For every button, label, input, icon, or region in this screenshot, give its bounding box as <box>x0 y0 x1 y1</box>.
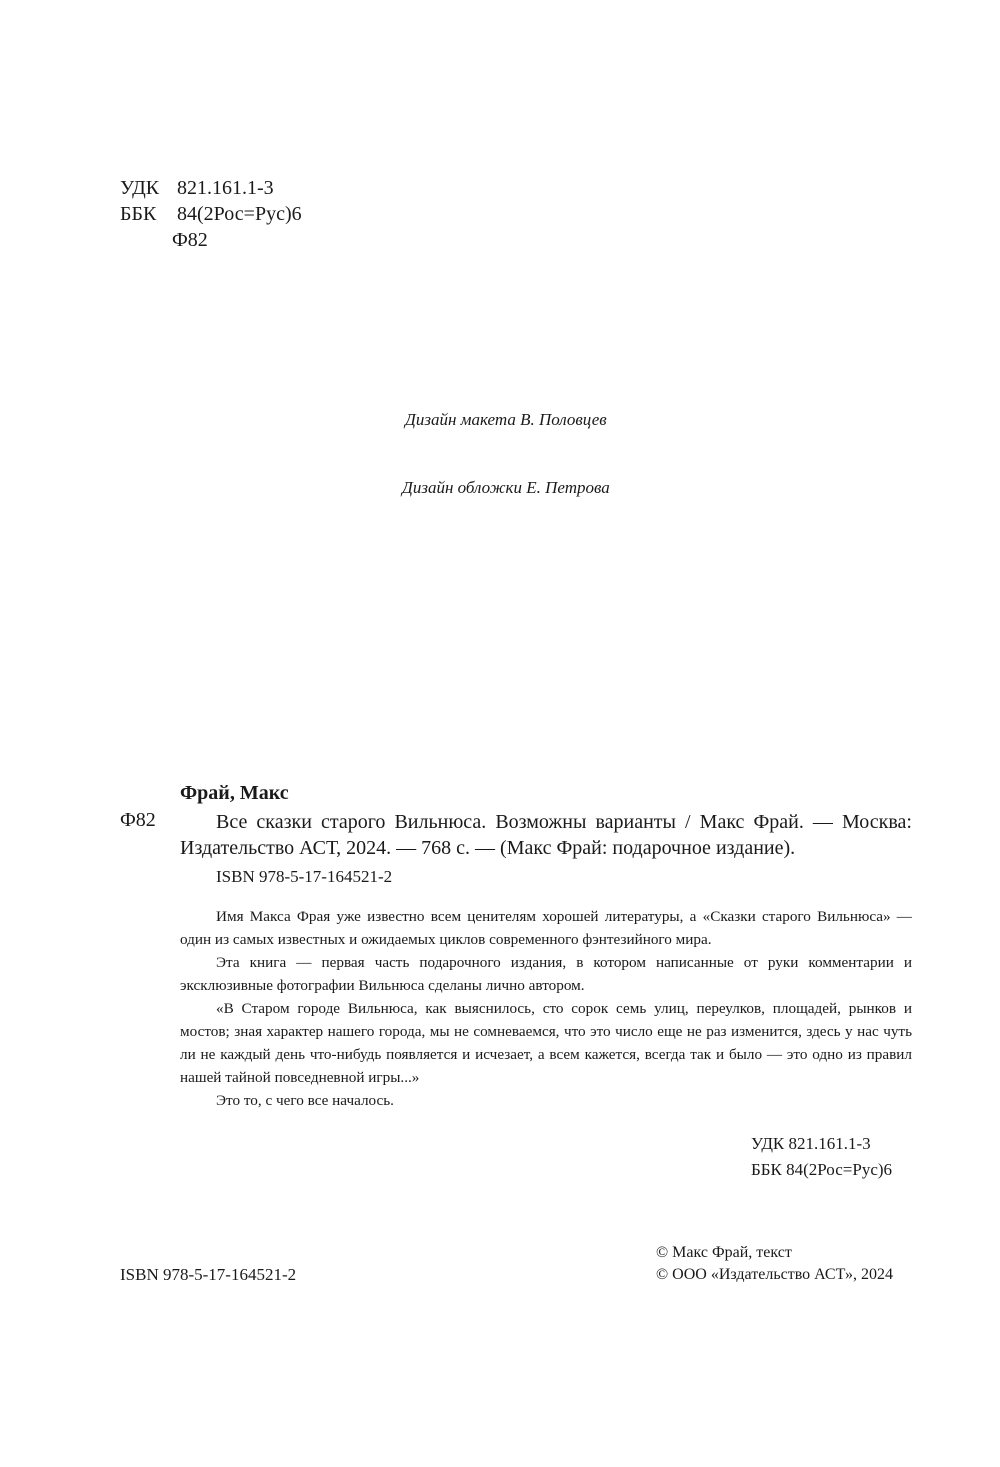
copyright-publisher: © ООО «Издательство АСТ», 2024 <box>656 1266 893 1283</box>
author-heading: Фрай, Макс <box>180 782 289 804</box>
annotation <box>180 905 912 1112</box>
annotation-paragraph: Это то, с чего все началось. <box>216 1092 394 1109</box>
layout-design-credit: Дизайн макета В. Половцев <box>405 410 607 429</box>
annotation-paragraph: Имя Макса Фрая уже известно всем ценителям хорошей литературы, а «Сказки старого Вильнюса» — один из самых известных и ожидаемых циклов современного фэнтезийного мира. <box>180 908 912 948</box>
udk-label: УДК <box>120 177 160 199</box>
bbk-line-bottom: ББК 84(2Рос=Рус)6 <box>751 1160 893 1179</box>
bbk-value: 84(2Рос=Рус)6 <box>177 203 302 225</box>
bib-description: Все сказки старого Вильнюса. Возможны варианты / Макс Фрай. — Москва: Издательство АСТ, 2024. — 768 с. — (Макс Фрай: подарочное издание). <box>180 811 912 859</box>
annotation-paragraph: «В Старом городе Вильнюса, как выяснилось, сто сорок семь улиц, переулков, площадей, рынков и мостов; зная характер нашего города, мы не сомневаемся, что это число еще не раз изменится, здесь у нас чуть ли не каждый день что-нибудь появляется и исчезает, а всем кажется, всегда так и было — это одно из правил нашей тайной повседневной игры...» <box>180 1000 912 1086</box>
copyright-text: © Макс Фрай, текст <box>656 1244 792 1261</box>
udk-line-bottom: УДК 821.161.1-3 <box>751 1134 871 1153</box>
bib-isbn: ISBN 978-5-17-164521-2 <box>216 867 393 886</box>
footer-isbn: ISBN 978-5-17-164521-2 <box>120 1265 297 1284</box>
author-mark-bib: Ф82 <box>120 809 156 831</box>
bbk-label: ББК <box>120 203 157 225</box>
cover-design-credit: Дизайн обложки Е. Петрова <box>402 478 610 497</box>
bbk-line-top <box>120 201 302 227</box>
udk-line-top <box>120 175 274 201</box>
annotation-paragraph: Эта книга — первая часть подарочного издания, в котором написанные от руки комментарии и эксклюзивные фотографии Вильнюса сделаны лично автором. <box>180 954 912 994</box>
udk-value: 821.161.1-3 <box>177 177 274 199</box>
author-mark-top: Ф82 <box>172 229 208 251</box>
